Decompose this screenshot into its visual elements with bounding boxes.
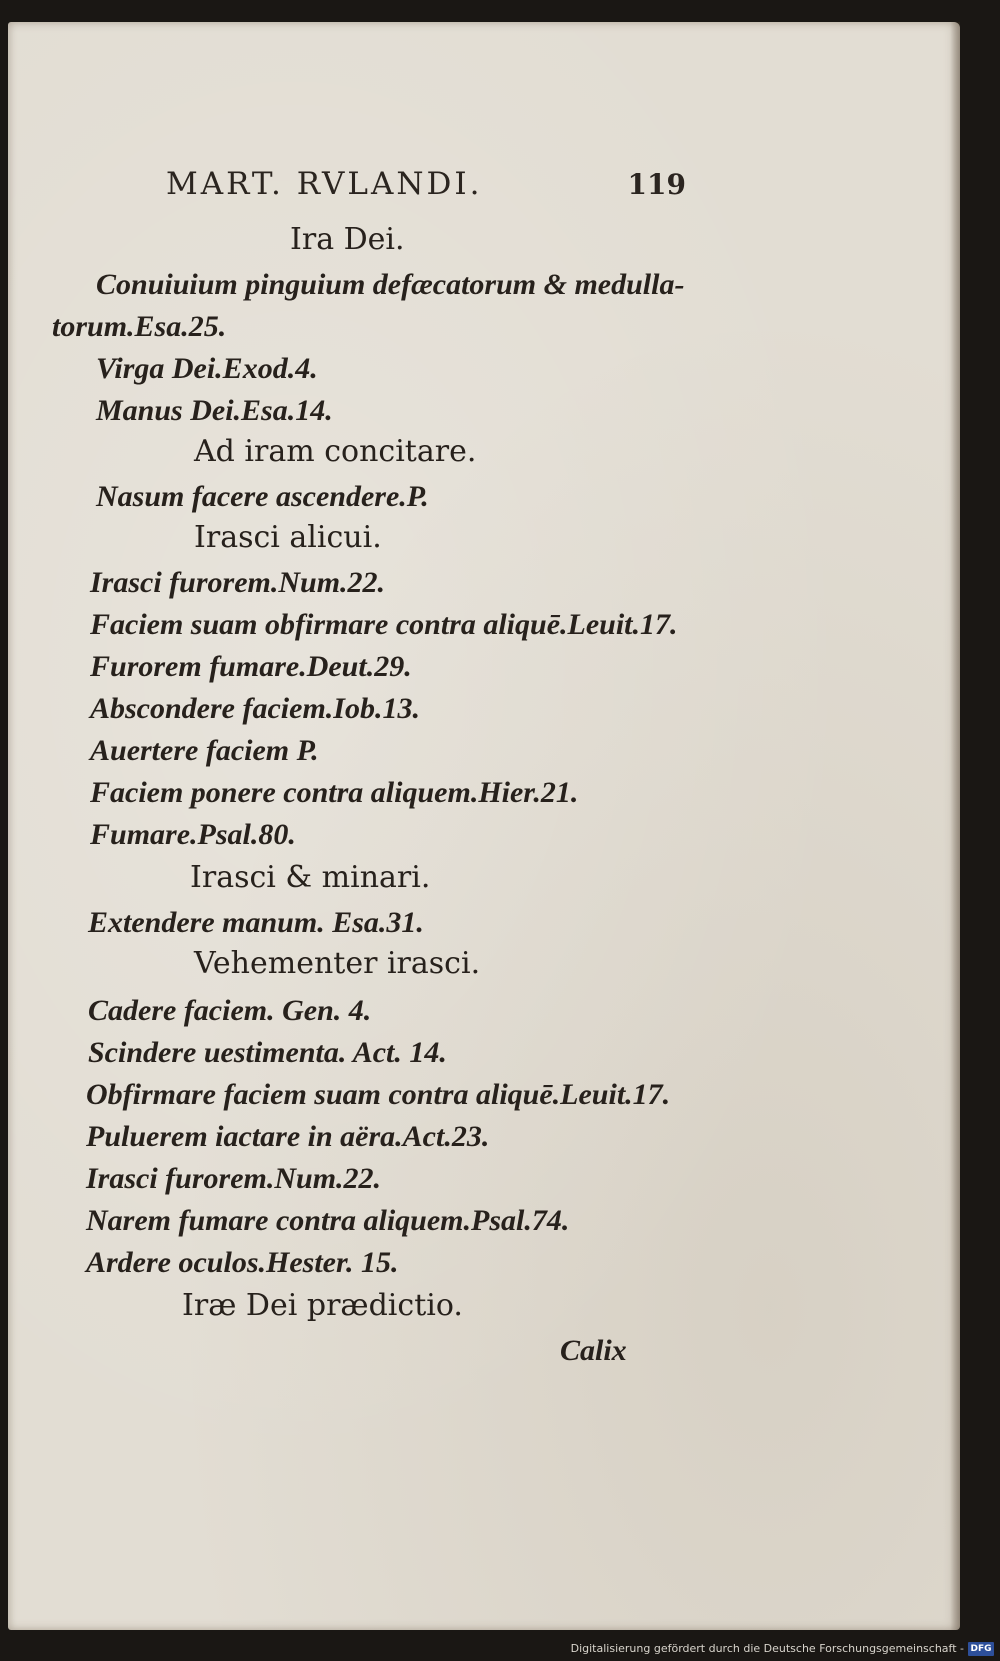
entry-line: Puluerem iactare in aëra.Act.23. <box>86 1120 490 1153</box>
dfg-logo-icon: DFG <box>968 1642 994 1656</box>
page-header <box>166 166 686 210</box>
entry-line: Obfirmare faciem suam contra aliquē.Leuit.17. <box>86 1078 671 1111</box>
funding-credit: Digitalisierung gefördert durch die Deutsche Forschungsgemeinschaft - <box>570 1642 964 1655</box>
entry-line: Extendere manum. Esa.31. <box>88 906 424 939</box>
entry-line: Cadere faciem. Gen. 4. <box>88 994 372 1027</box>
entry-line: Narem fumare contra aliquem.Psal.74. <box>86 1204 570 1237</box>
entry-line: Virga Dei.Exod.4. <box>96 352 318 385</box>
entry-line: Abscondere faciem.Iob.13. <box>90 692 420 725</box>
page-edge-shadow <box>950 22 960 1630</box>
entry-line: Auertere faciem P. <box>90 734 319 767</box>
entry-line: Furorem fumare.Deut.29. <box>90 650 412 683</box>
entry-line: Manus Dei.Esa.14. <box>96 394 333 427</box>
paper-page <box>8 22 960 1630</box>
entry-line: Ardere oculos.Hester. 15. <box>86 1246 399 1279</box>
entry-line: Faciem suam obfirmare contra aliquē.Leuit.17. <box>90 608 678 641</box>
section-heading: Iræ Dei prædictio. <box>182 1288 463 1323</box>
section-heading: Irasci & minari. <box>190 860 431 895</box>
entry-line: Conuiuium pinguium defæcatorum & medulla- <box>96 268 685 301</box>
entry-line: Nasum facere ascendere.P. <box>96 480 429 513</box>
section-heading: Ad iram concitare. <box>194 434 477 469</box>
footer-bar <box>0 1631 1000 1661</box>
entry-line: Irasci furorem.Num.22. <box>86 1162 382 1195</box>
section-heading: Vehementer irasci. <box>194 946 481 981</box>
running-title: MART. RVLANDI. <box>166 166 483 202</box>
entry-line: Scindere uestimenta. Act. 14. <box>88 1036 447 1069</box>
section-heading: Irasci alicui. <box>194 520 382 555</box>
section-heading: Ira Dei. <box>290 222 405 257</box>
entry-line: Irasci furorem.Num.22. <box>90 566 386 599</box>
entry-line: torum.Esa.25. <box>52 310 227 343</box>
catchword: Calix <box>560 1334 627 1367</box>
entry-line: Faciem ponere contra aliquem.Hier.21. <box>90 776 579 809</box>
entry-line: Fumare.Psal.80. <box>90 818 296 851</box>
page-number: 119 <box>627 168 686 201</box>
